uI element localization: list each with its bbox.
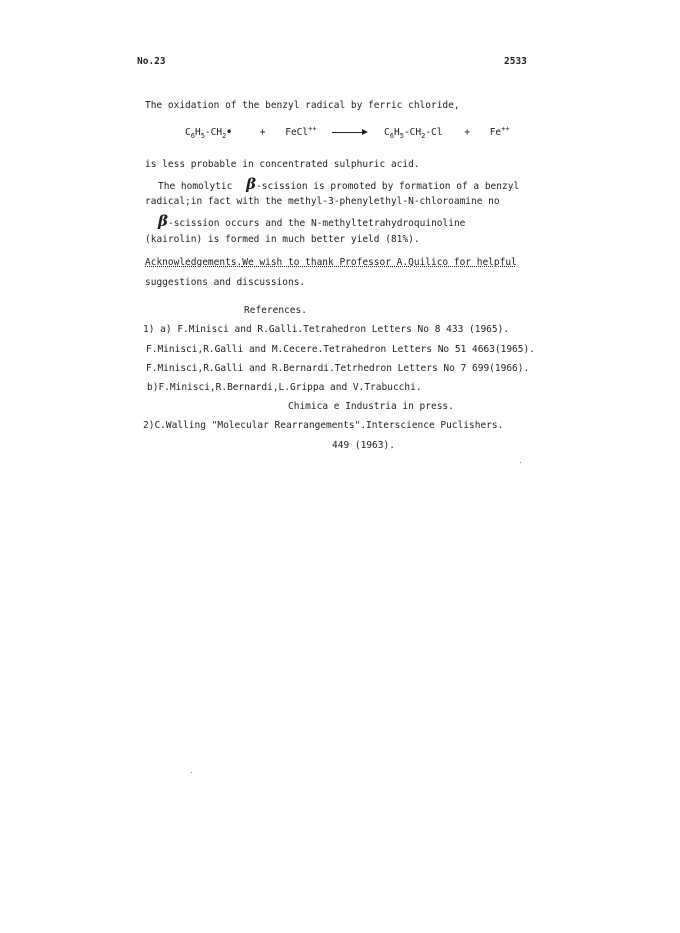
- product-iron-ion: Fe++: [489, 124, 510, 138]
- reactant-ferric-chloride: FeCl++: [285, 124, 317, 138]
- references-heading: References.: [244, 305, 307, 316]
- reference-1a-3: F.Minisci,R.Galli and R.Bernardi.Tetrhedron Letters No 7 699(1966).: [146, 363, 530, 374]
- body-line-4: radical;in fact with the methyl-3-phenylethyl-N-chloroamine no: [145, 196, 500, 207]
- chemical-equation: [185, 124, 510, 140]
- reference-1b-2: Chimica e Industria in press.: [288, 401, 454, 412]
- reference-1a-2: F.Minisci,R.Galli and M.Cecere.Tetrahedron Letters No 51 4663(1965).: [146, 344, 535, 355]
- acknowledgements-line: Acknowledgements.We wish to thank Professor A.Quilico for helpful: [145, 257, 517, 268]
- plus-sign: +: [259, 127, 266, 138]
- scan-speck: [191, 772, 192, 773]
- page-number: 2533: [504, 56, 527, 67]
- body-line-1: The oxidation of the benzyl radical by ferric chloride,: [145, 100, 460, 111]
- reference-1a: 1) a) F.Minisci and R.Galli.Tetrahedron Letters No 8 433 (1965).: [143, 324, 510, 335]
- product-benzyl-chloride: $C_6H_5-CH_2-Cl$: [384, 127, 443, 140]
- reactant-benzyl-radical: $C_6H_5-CH_2•$: [185, 127, 233, 140]
- body-line-2: is less probable in concentrated sulphuric acid.: [145, 159, 420, 170]
- body-line-6: (kairolin) is formed in much better yield (81%).: [145, 234, 420, 245]
- scan-speck: [520, 462, 521, 463]
- beta-symbol: β: [158, 212, 168, 230]
- beta-symbol: β: [246, 175, 257, 193]
- acknowledgements-label: Acknowledgements.: [145, 257, 243, 268]
- body-line-3: The homolytic β-scission is promoted by formation of a benzyl: [158, 175, 520, 193]
- reference-1b: b)F.Minisci,R.Bernardi,L.Grippa and V.Trabucchi.: [147, 382, 422, 393]
- reaction-arrow-icon: [332, 132, 366, 133]
- reference-2-2: 449 (1963).: [332, 440, 395, 451]
- acknowledgements-line-2: suggestions and discussions.: [145, 277, 306, 288]
- plus-sign: +: [464, 127, 470, 138]
- reference-2: 2)C.Walling "Molecular Rearrangements".Interscience Puclishers.: [143, 420, 504, 431]
- body-line-5: β-scission occurs and the N-methyltetrahydroquinoline: [158, 212, 466, 230]
- journal-number: No.23: [137, 56, 166, 67]
